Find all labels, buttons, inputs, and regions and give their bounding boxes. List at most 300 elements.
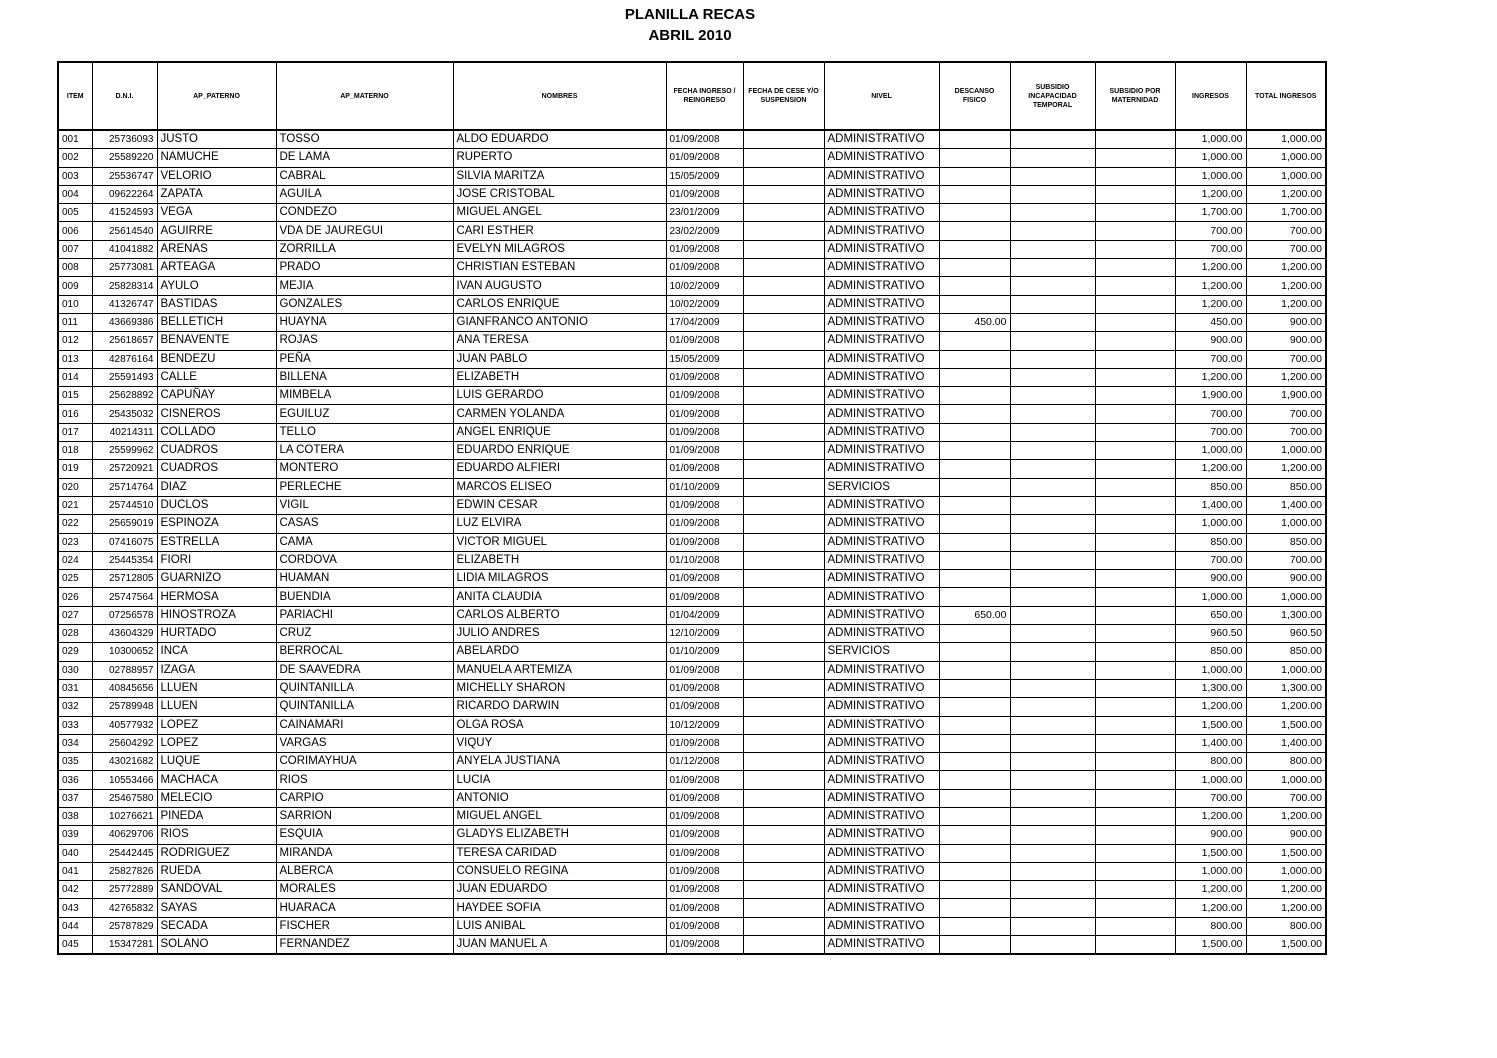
cell-item: 014 bbox=[58, 368, 92, 386]
cell-fecha-ingreso: 01/09/2008 bbox=[666, 387, 743, 405]
table-row bbox=[58, 881, 1326, 899]
cell-fecha-cese bbox=[743, 551, 824, 569]
cell-fecha-ingreso: 01/09/2008 bbox=[666, 899, 743, 917]
cell-subsidio-incapacidad bbox=[1010, 130, 1095, 149]
cell-ap-materno: FERNANDEZ bbox=[276, 936, 453, 955]
cell-fecha-cese bbox=[743, 332, 824, 350]
cell-ingresos: 1,000.00 bbox=[1175, 771, 1246, 789]
cell-nivel: ADMINISTRATIVO bbox=[824, 405, 939, 423]
cell-item: 010 bbox=[58, 295, 92, 313]
cell-subsidio-incapacidad bbox=[1010, 478, 1095, 496]
cell-descanso-fisico bbox=[939, 588, 1010, 606]
cell-subsidio-incapacidad bbox=[1010, 295, 1095, 313]
cell-descanso-fisico bbox=[939, 204, 1010, 222]
cell-dni: 41524593 bbox=[92, 204, 157, 222]
cell-dni: 42876164 bbox=[92, 350, 157, 368]
table-row bbox=[58, 240, 1326, 258]
cell-ap-paterno: HERMOSA bbox=[157, 588, 276, 606]
cell-total-ingresos: 900.00 bbox=[1246, 826, 1326, 844]
cell-nombres: ANYELA JUSTIANA bbox=[453, 753, 666, 771]
cell-item: 039 bbox=[58, 826, 92, 844]
cell-dni: 09622264 bbox=[92, 185, 157, 203]
cell-fecha-ingreso: 01/09/2008 bbox=[666, 130, 743, 149]
cell-item: 040 bbox=[58, 844, 92, 862]
cell-dni: 25827826 bbox=[92, 862, 157, 880]
cell-total-ingresos: 850.00 bbox=[1246, 533, 1326, 551]
cell-subsidio-incapacidad bbox=[1010, 606, 1095, 624]
cell-nivel: ADMINISTRATIVO bbox=[824, 936, 939, 955]
table-row bbox=[58, 460, 1326, 478]
cell-fecha-cese bbox=[743, 240, 824, 258]
cell-item: 037 bbox=[58, 789, 92, 807]
cell-subsidio-incapacidad bbox=[1010, 496, 1095, 514]
cell-descanso-fisico bbox=[939, 515, 1010, 533]
cell-subsidio-maternidad bbox=[1095, 753, 1175, 771]
cell-nivel: ADMINISTRATIVO bbox=[824, 625, 939, 643]
cell-ap-paterno: HINOSTROZA bbox=[157, 606, 276, 624]
cell-nombres: VICTOR MIGUEL bbox=[453, 533, 666, 551]
cell-ingresos: 700.00 bbox=[1175, 222, 1246, 240]
cell-subsidio-incapacidad bbox=[1010, 844, 1095, 862]
cell-descanso-fisico: 650.00 bbox=[939, 606, 1010, 624]
cell-dni: 40629706 bbox=[92, 826, 157, 844]
cell-descanso-fisico bbox=[939, 259, 1010, 277]
cell-descanso-fisico bbox=[939, 240, 1010, 258]
cell-nombres: LUZ ELVIRA bbox=[453, 515, 666, 533]
cell-subsidio-incapacidad bbox=[1010, 936, 1095, 955]
cell-nivel: ADMINISTRATIVO bbox=[824, 423, 939, 441]
cell-fecha-cese bbox=[743, 606, 824, 624]
cell-dni: 25789948 bbox=[92, 698, 157, 716]
header-total-ingresos: TOTAL INGRESOS bbox=[1246, 62, 1326, 130]
cell-nivel: ADMINISTRATIVO bbox=[824, 807, 939, 825]
cell-item: 007 bbox=[58, 240, 92, 258]
cell-ap-materno: CABRAL bbox=[276, 167, 453, 185]
cell-subsidio-maternidad bbox=[1095, 881, 1175, 899]
cell-ap-paterno: CAPUÑAY bbox=[157, 387, 276, 405]
cell-dni: 10276621 bbox=[92, 807, 157, 825]
cell-total-ingresos: 1,200.00 bbox=[1246, 899, 1326, 917]
cell-subsidio-incapacidad bbox=[1010, 204, 1095, 222]
cell-fecha-ingreso: 01/09/2008 bbox=[666, 149, 743, 167]
cell-nivel: ADMINISTRATIVO bbox=[824, 679, 939, 697]
cell-subsidio-maternidad bbox=[1095, 240, 1175, 258]
cell-ap-materno: MORALES bbox=[276, 881, 453, 899]
cell-ingresos: 1,200.00 bbox=[1175, 185, 1246, 203]
cell-fecha-ingreso: 01/10/2009 bbox=[666, 643, 743, 661]
cell-total-ingresos: 800.00 bbox=[1246, 917, 1326, 935]
cell-dni: 43669386 bbox=[92, 313, 157, 331]
cell-item: 008 bbox=[58, 259, 92, 277]
cell-item: 009 bbox=[58, 277, 92, 295]
cell-subsidio-incapacidad bbox=[1010, 826, 1095, 844]
cell-nombres: ABELARDO bbox=[453, 643, 666, 661]
cell-nivel: ADMINISTRATIVO bbox=[824, 167, 939, 185]
cell-nivel: ADMINISTRATIVO bbox=[824, 570, 939, 588]
cell-subsidio-incapacidad bbox=[1010, 698, 1095, 716]
cell-subsidio-maternidad bbox=[1095, 332, 1175, 350]
cell-subsidio-maternidad bbox=[1095, 496, 1175, 514]
cell-ap-materno: ZORRILLA bbox=[276, 240, 453, 258]
payroll-table bbox=[57, 61, 1327, 955]
cell-nivel: ADMINISTRATIVO bbox=[824, 496, 939, 514]
cell-fecha-ingreso: 01/09/2008 bbox=[666, 423, 743, 441]
cell-dni: 25744510 bbox=[92, 496, 157, 514]
cell-fecha-cese bbox=[743, 625, 824, 643]
cell-fecha-cese bbox=[743, 259, 824, 277]
cell-nombres: ELIZABETH bbox=[453, 551, 666, 569]
cell-fecha-cese bbox=[743, 387, 824, 405]
cell-item: 045 bbox=[58, 936, 92, 955]
header-nombres: NOMBRES bbox=[453, 62, 666, 130]
cell-fecha-cese bbox=[743, 185, 824, 203]
cell-ingresos: 1,000.00 bbox=[1175, 515, 1246, 533]
cell-dni: 41326747 bbox=[92, 295, 157, 313]
cell-fecha-cese bbox=[743, 643, 824, 661]
cell-ingresos: 1,200.00 bbox=[1175, 295, 1246, 313]
cell-ap-materno: CASAS bbox=[276, 515, 453, 533]
cell-subsidio-incapacidad bbox=[1010, 661, 1095, 679]
cell-ap-materno: TELLO bbox=[276, 423, 453, 441]
cell-nombres: CONSUELO REGINA bbox=[453, 862, 666, 880]
cell-subsidio-incapacidad bbox=[1010, 862, 1095, 880]
cell-nivel: ADMINISTRATIVO bbox=[824, 716, 939, 734]
cell-descanso-fisico bbox=[939, 716, 1010, 734]
cell-nombres: EDUARDO ALFIERI bbox=[453, 460, 666, 478]
cell-subsidio-maternidad bbox=[1095, 423, 1175, 441]
cell-fecha-ingreso: 01/09/2008 bbox=[666, 734, 743, 752]
cell-dni: 25591493 bbox=[92, 368, 157, 386]
cell-nivel: ADMINISTRATIVO bbox=[824, 313, 939, 331]
cell-nivel: ADMINISTRATIVO bbox=[824, 185, 939, 203]
cell-subsidio-incapacidad bbox=[1010, 899, 1095, 917]
cell-ingresos: 700.00 bbox=[1175, 240, 1246, 258]
cell-subsidio-incapacidad bbox=[1010, 368, 1095, 386]
table-row bbox=[58, 313, 1326, 331]
cell-nombres: CHRISTIAN ESTEBAN bbox=[453, 259, 666, 277]
cell-ap-paterno: JUSTO bbox=[157, 130, 276, 149]
header-descanso-fisico: DESCANSO FISICO bbox=[939, 62, 1010, 130]
cell-fecha-cese bbox=[743, 917, 824, 935]
table-row bbox=[58, 716, 1326, 734]
cell-ap-paterno: AGUIRRE bbox=[157, 222, 276, 240]
cell-ap-paterno: HURTADO bbox=[157, 625, 276, 643]
cell-dni: 25787829 bbox=[92, 917, 157, 935]
cell-nombres: GLADYS ELIZABETH bbox=[453, 826, 666, 844]
cell-ap-materno: VARGAS bbox=[276, 734, 453, 752]
cell-subsidio-maternidad bbox=[1095, 679, 1175, 697]
cell-nombres: LUIS GERARDO bbox=[453, 387, 666, 405]
cell-total-ingresos: 1,700.00 bbox=[1246, 204, 1326, 222]
cell-item: 031 bbox=[58, 679, 92, 697]
cell-ap-paterno: VEGA bbox=[157, 204, 276, 222]
cell-fecha-cese bbox=[743, 899, 824, 917]
cell-ap-materno: ESQUIA bbox=[276, 826, 453, 844]
cell-ap-materno: HUARACA bbox=[276, 899, 453, 917]
cell-nivel: ADMINISTRATIVO bbox=[824, 734, 939, 752]
cell-ap-paterno: CALLE bbox=[157, 368, 276, 386]
cell-total-ingresos: 1,200.00 bbox=[1246, 698, 1326, 716]
cell-fecha-ingreso: 01/09/2008 bbox=[666, 240, 743, 258]
document-subtitle: ABRIL 2010 bbox=[648, 27, 732, 44]
cell-dni: 15347281 bbox=[92, 936, 157, 955]
cell-subsidio-incapacidad bbox=[1010, 570, 1095, 588]
cell-total-ingresos: 1,000.00 bbox=[1246, 661, 1326, 679]
cell-fecha-cese bbox=[743, 570, 824, 588]
table-row bbox=[58, 442, 1326, 460]
cell-nombres: LUIS ANIBAL bbox=[453, 917, 666, 935]
cell-ap-materno: MIMBELA bbox=[276, 387, 453, 405]
cell-nombres: ANGEL ENRIQUE bbox=[453, 423, 666, 441]
cell-fecha-ingreso: 10/02/2009 bbox=[666, 277, 743, 295]
cell-ap-materno: MONTERO bbox=[276, 460, 453, 478]
cell-subsidio-maternidad bbox=[1095, 625, 1175, 643]
cell-nombres: EVELYN MILAGROS bbox=[453, 240, 666, 258]
cell-fecha-cese bbox=[743, 679, 824, 697]
cell-subsidio-incapacidad bbox=[1010, 313, 1095, 331]
cell-item: 023 bbox=[58, 533, 92, 551]
cell-dni: 02788957 bbox=[92, 661, 157, 679]
cell-ap-materno: CORIMAYHUA bbox=[276, 753, 453, 771]
cell-dni: 25714764 bbox=[92, 478, 157, 496]
cell-subsidio-incapacidad bbox=[1010, 405, 1095, 423]
cell-ap-paterno: SECADA bbox=[157, 917, 276, 935]
cell-fecha-ingreso: 01/09/2008 bbox=[666, 679, 743, 697]
cell-subsidio-incapacidad bbox=[1010, 442, 1095, 460]
cell-ap-paterno: SOLANO bbox=[157, 936, 276, 955]
cell-subsidio-maternidad bbox=[1095, 204, 1175, 222]
table-row bbox=[58, 862, 1326, 880]
cell-fecha-ingreso: 01/09/2008 bbox=[666, 862, 743, 880]
cell-ap-paterno: BENAVENTE bbox=[157, 332, 276, 350]
cell-nivel: ADMINISTRATIVO bbox=[824, 130, 939, 149]
table-row bbox=[58, 130, 1326, 149]
cell-subsidio-incapacidad bbox=[1010, 679, 1095, 697]
table-header-row bbox=[58, 62, 1326, 130]
cell-total-ingresos: 700.00 bbox=[1246, 405, 1326, 423]
cell-total-ingresos: 1,200.00 bbox=[1246, 807, 1326, 825]
cell-item: 036 bbox=[58, 771, 92, 789]
table-row bbox=[58, 368, 1326, 386]
cell-nivel: ADMINISTRATIVO bbox=[824, 222, 939, 240]
cell-ap-paterno: LOPEZ bbox=[157, 716, 276, 734]
cell-ingresos: 1,000.00 bbox=[1175, 862, 1246, 880]
cell-fecha-cese bbox=[743, 862, 824, 880]
cell-ingresos: 1,200.00 bbox=[1175, 368, 1246, 386]
cell-dni: 25614540 bbox=[92, 222, 157, 240]
cell-ap-materno: CONDEZO bbox=[276, 204, 453, 222]
table-row bbox=[58, 167, 1326, 185]
cell-item: 044 bbox=[58, 917, 92, 935]
cell-ap-materno: SARRION bbox=[276, 807, 453, 825]
cell-ingresos: 1,200.00 bbox=[1175, 460, 1246, 478]
cell-ingresos: 450.00 bbox=[1175, 313, 1246, 331]
cell-descanso-fisico bbox=[939, 460, 1010, 478]
cell-ap-materno: LA COTERA bbox=[276, 442, 453, 460]
cell-subsidio-maternidad bbox=[1095, 368, 1175, 386]
cell-dni: 25747564 bbox=[92, 588, 157, 606]
cell-subsidio-incapacidad bbox=[1010, 149, 1095, 167]
cell-ap-paterno: VELORIO bbox=[157, 167, 276, 185]
cell-ap-paterno: IZAGA bbox=[157, 661, 276, 679]
cell-total-ingresos: 1,400.00 bbox=[1246, 496, 1326, 514]
cell-subsidio-incapacidad bbox=[1010, 350, 1095, 368]
cell-descanso-fisico bbox=[939, 881, 1010, 899]
header-nivel: NIVEL bbox=[824, 62, 939, 130]
cell-ingresos: 700.00 bbox=[1175, 551, 1246, 569]
cell-nivel: ADMINISTRATIVO bbox=[824, 515, 939, 533]
cell-ingresos: 1,900.00 bbox=[1175, 387, 1246, 405]
cell-dni: 07256578 bbox=[92, 606, 157, 624]
cell-fecha-ingreso: 01/12/2008 bbox=[666, 753, 743, 771]
cell-nombres: CARLOS ENRIQUE bbox=[453, 295, 666, 313]
cell-nombres: MICHELLY SHARON bbox=[453, 679, 666, 697]
cell-fecha-ingreso: 01/09/2008 bbox=[666, 807, 743, 825]
cell-ap-paterno: ESPINOZA bbox=[157, 515, 276, 533]
cell-ap-materno: CRUZ bbox=[276, 625, 453, 643]
cell-ingresos: 1,000.00 bbox=[1175, 167, 1246, 185]
cell-item: 026 bbox=[58, 588, 92, 606]
cell-ap-paterno: LLUEN bbox=[157, 679, 276, 697]
cell-fecha-ingreso: 15/05/2009 bbox=[666, 167, 743, 185]
cell-fecha-cese bbox=[743, 533, 824, 551]
cell-ingresos: 1,000.00 bbox=[1175, 442, 1246, 460]
cell-fecha-ingreso: 01/09/2008 bbox=[666, 936, 743, 955]
cell-item: 006 bbox=[58, 222, 92, 240]
cell-subsidio-maternidad bbox=[1095, 899, 1175, 917]
cell-ap-paterno: SANDOVAL bbox=[157, 881, 276, 899]
cell-total-ingresos: 1,500.00 bbox=[1246, 936, 1326, 955]
cell-nombres: ELIZABETH bbox=[453, 368, 666, 386]
cell-dni: 25618657 bbox=[92, 332, 157, 350]
cell-ingresos: 900.00 bbox=[1175, 570, 1246, 588]
cell-fecha-cese bbox=[743, 844, 824, 862]
cell-nivel: ADMINISTRATIVO bbox=[824, 442, 939, 460]
cell-descanso-fisico bbox=[939, 789, 1010, 807]
cell-subsidio-maternidad bbox=[1095, 130, 1175, 149]
cell-fecha-cese bbox=[743, 734, 824, 752]
cell-subsidio-incapacidad bbox=[1010, 533, 1095, 551]
cell-fecha-ingreso: 01/09/2008 bbox=[666, 368, 743, 386]
cell-descanso-fisico bbox=[939, 350, 1010, 368]
cell-subsidio-incapacidad bbox=[1010, 753, 1095, 771]
cell-ap-paterno: BELLETICH bbox=[157, 313, 276, 331]
table-body bbox=[58, 130, 1326, 954]
cell-ap-materno: TOSSO bbox=[276, 130, 453, 149]
cell-ingresos: 1,200.00 bbox=[1175, 698, 1246, 716]
table-row bbox=[58, 259, 1326, 277]
cell-fecha-ingreso: 01/09/2008 bbox=[666, 496, 743, 514]
table-row bbox=[58, 570, 1326, 588]
cell-nombres: JULIO ANDRES bbox=[453, 625, 666, 643]
cell-ingresos: 850.00 bbox=[1175, 643, 1246, 661]
cell-ingresos: 1,200.00 bbox=[1175, 881, 1246, 899]
cell-item: 011 bbox=[58, 313, 92, 331]
table-row bbox=[58, 826, 1326, 844]
cell-ingresos: 1,200.00 bbox=[1175, 899, 1246, 917]
cell-ingresos: 800.00 bbox=[1175, 917, 1246, 935]
cell-ap-paterno: COLLADO bbox=[157, 423, 276, 441]
cell-fecha-ingreso: 01/09/2008 bbox=[666, 844, 743, 862]
cell-subsidio-incapacidad bbox=[1010, 277, 1095, 295]
header-fecha-ingreso: FECHA INGRESO / REINGRESO bbox=[666, 62, 743, 130]
cell-ap-paterno: INCA bbox=[157, 643, 276, 661]
cell-nivel: ADMINISTRATIVO bbox=[824, 259, 939, 277]
cell-subsidio-maternidad bbox=[1095, 185, 1175, 203]
cell-fecha-cese bbox=[743, 478, 824, 496]
cell-subsidio-maternidad bbox=[1095, 716, 1175, 734]
table-row bbox=[58, 423, 1326, 441]
table-row bbox=[58, 917, 1326, 935]
cell-subsidio-maternidad bbox=[1095, 387, 1175, 405]
cell-ap-materno: VIGIL bbox=[276, 496, 453, 514]
cell-descanso-fisico bbox=[939, 130, 1010, 149]
cell-ap-paterno: NAMUCHE bbox=[157, 149, 276, 167]
cell-subsidio-maternidad bbox=[1095, 222, 1175, 240]
cell-descanso-fisico bbox=[939, 862, 1010, 880]
cell-item: 013 bbox=[58, 350, 92, 368]
cell-descanso-fisico bbox=[939, 643, 1010, 661]
table-row bbox=[58, 350, 1326, 368]
header-subsidio-incapacidad: SUBSIDIO INCAPACIDAD TEMPORAL bbox=[1010, 62, 1095, 130]
cell-fecha-ingreso: 01/09/2008 bbox=[666, 332, 743, 350]
cell-ap-materno: MIRANDA bbox=[276, 844, 453, 862]
cell-nombres: CARMEN YOLANDA bbox=[453, 405, 666, 423]
cell-item: 001 bbox=[58, 130, 92, 149]
cell-nombres: JUAN MANUEL A bbox=[453, 936, 666, 955]
cell-descanso-fisico bbox=[939, 442, 1010, 460]
cell-nombres: MARCOS ELISEO bbox=[453, 478, 666, 496]
cell-subsidio-incapacidad bbox=[1010, 881, 1095, 899]
cell-nombres: MIGUEL ANGEL bbox=[453, 204, 666, 222]
cell-ap-paterno: RODRIGUEZ bbox=[157, 844, 276, 862]
cell-ap-paterno: PINEDA bbox=[157, 807, 276, 825]
cell-subsidio-incapacidad bbox=[1010, 222, 1095, 240]
cell-ap-paterno: ESTRELLA bbox=[157, 533, 276, 551]
cell-ap-materno: BILLENA bbox=[276, 368, 453, 386]
cell-ap-materno: EGUILUZ bbox=[276, 405, 453, 423]
cell-nivel: ADMINISTRATIVO bbox=[824, 753, 939, 771]
cell-ingresos: 900.00 bbox=[1175, 332, 1246, 350]
cell-subsidio-maternidad bbox=[1095, 606, 1175, 624]
cell-fecha-ingreso: 10/12/2009 bbox=[666, 716, 743, 734]
cell-fecha-cese bbox=[743, 368, 824, 386]
cell-dni: 25467580 bbox=[92, 789, 157, 807]
cell-descanso-fisico bbox=[939, 496, 1010, 514]
table-row bbox=[58, 698, 1326, 716]
cell-ingresos: 1,000.00 bbox=[1175, 130, 1246, 149]
cell-item: 027 bbox=[58, 606, 92, 624]
table-row bbox=[58, 204, 1326, 222]
cell-item: 017 bbox=[58, 423, 92, 441]
header-dni: D.N.I. bbox=[92, 62, 157, 130]
cell-ingresos: 850.00 bbox=[1175, 533, 1246, 551]
table-row bbox=[58, 185, 1326, 203]
cell-item: 016 bbox=[58, 405, 92, 423]
cell-ap-paterno: RIOS bbox=[157, 826, 276, 844]
cell-nombres: GIANFRANCO ANTONIO bbox=[453, 313, 666, 331]
cell-dni: 40577932 bbox=[92, 716, 157, 734]
cell-ap-paterno: ZAPATA bbox=[157, 185, 276, 203]
cell-ap-materno: AGUILA bbox=[276, 185, 453, 203]
cell-item: 019 bbox=[58, 460, 92, 478]
cell-nivel: ADMINISTRATIVO bbox=[824, 698, 939, 716]
cell-subsidio-maternidad bbox=[1095, 643, 1175, 661]
cell-ap-paterno: MELECIO bbox=[157, 789, 276, 807]
cell-fecha-cese bbox=[743, 130, 824, 149]
cell-nivel: ADMINISTRATIVO bbox=[824, 844, 939, 862]
cell-total-ingresos: 1,200.00 bbox=[1246, 460, 1326, 478]
